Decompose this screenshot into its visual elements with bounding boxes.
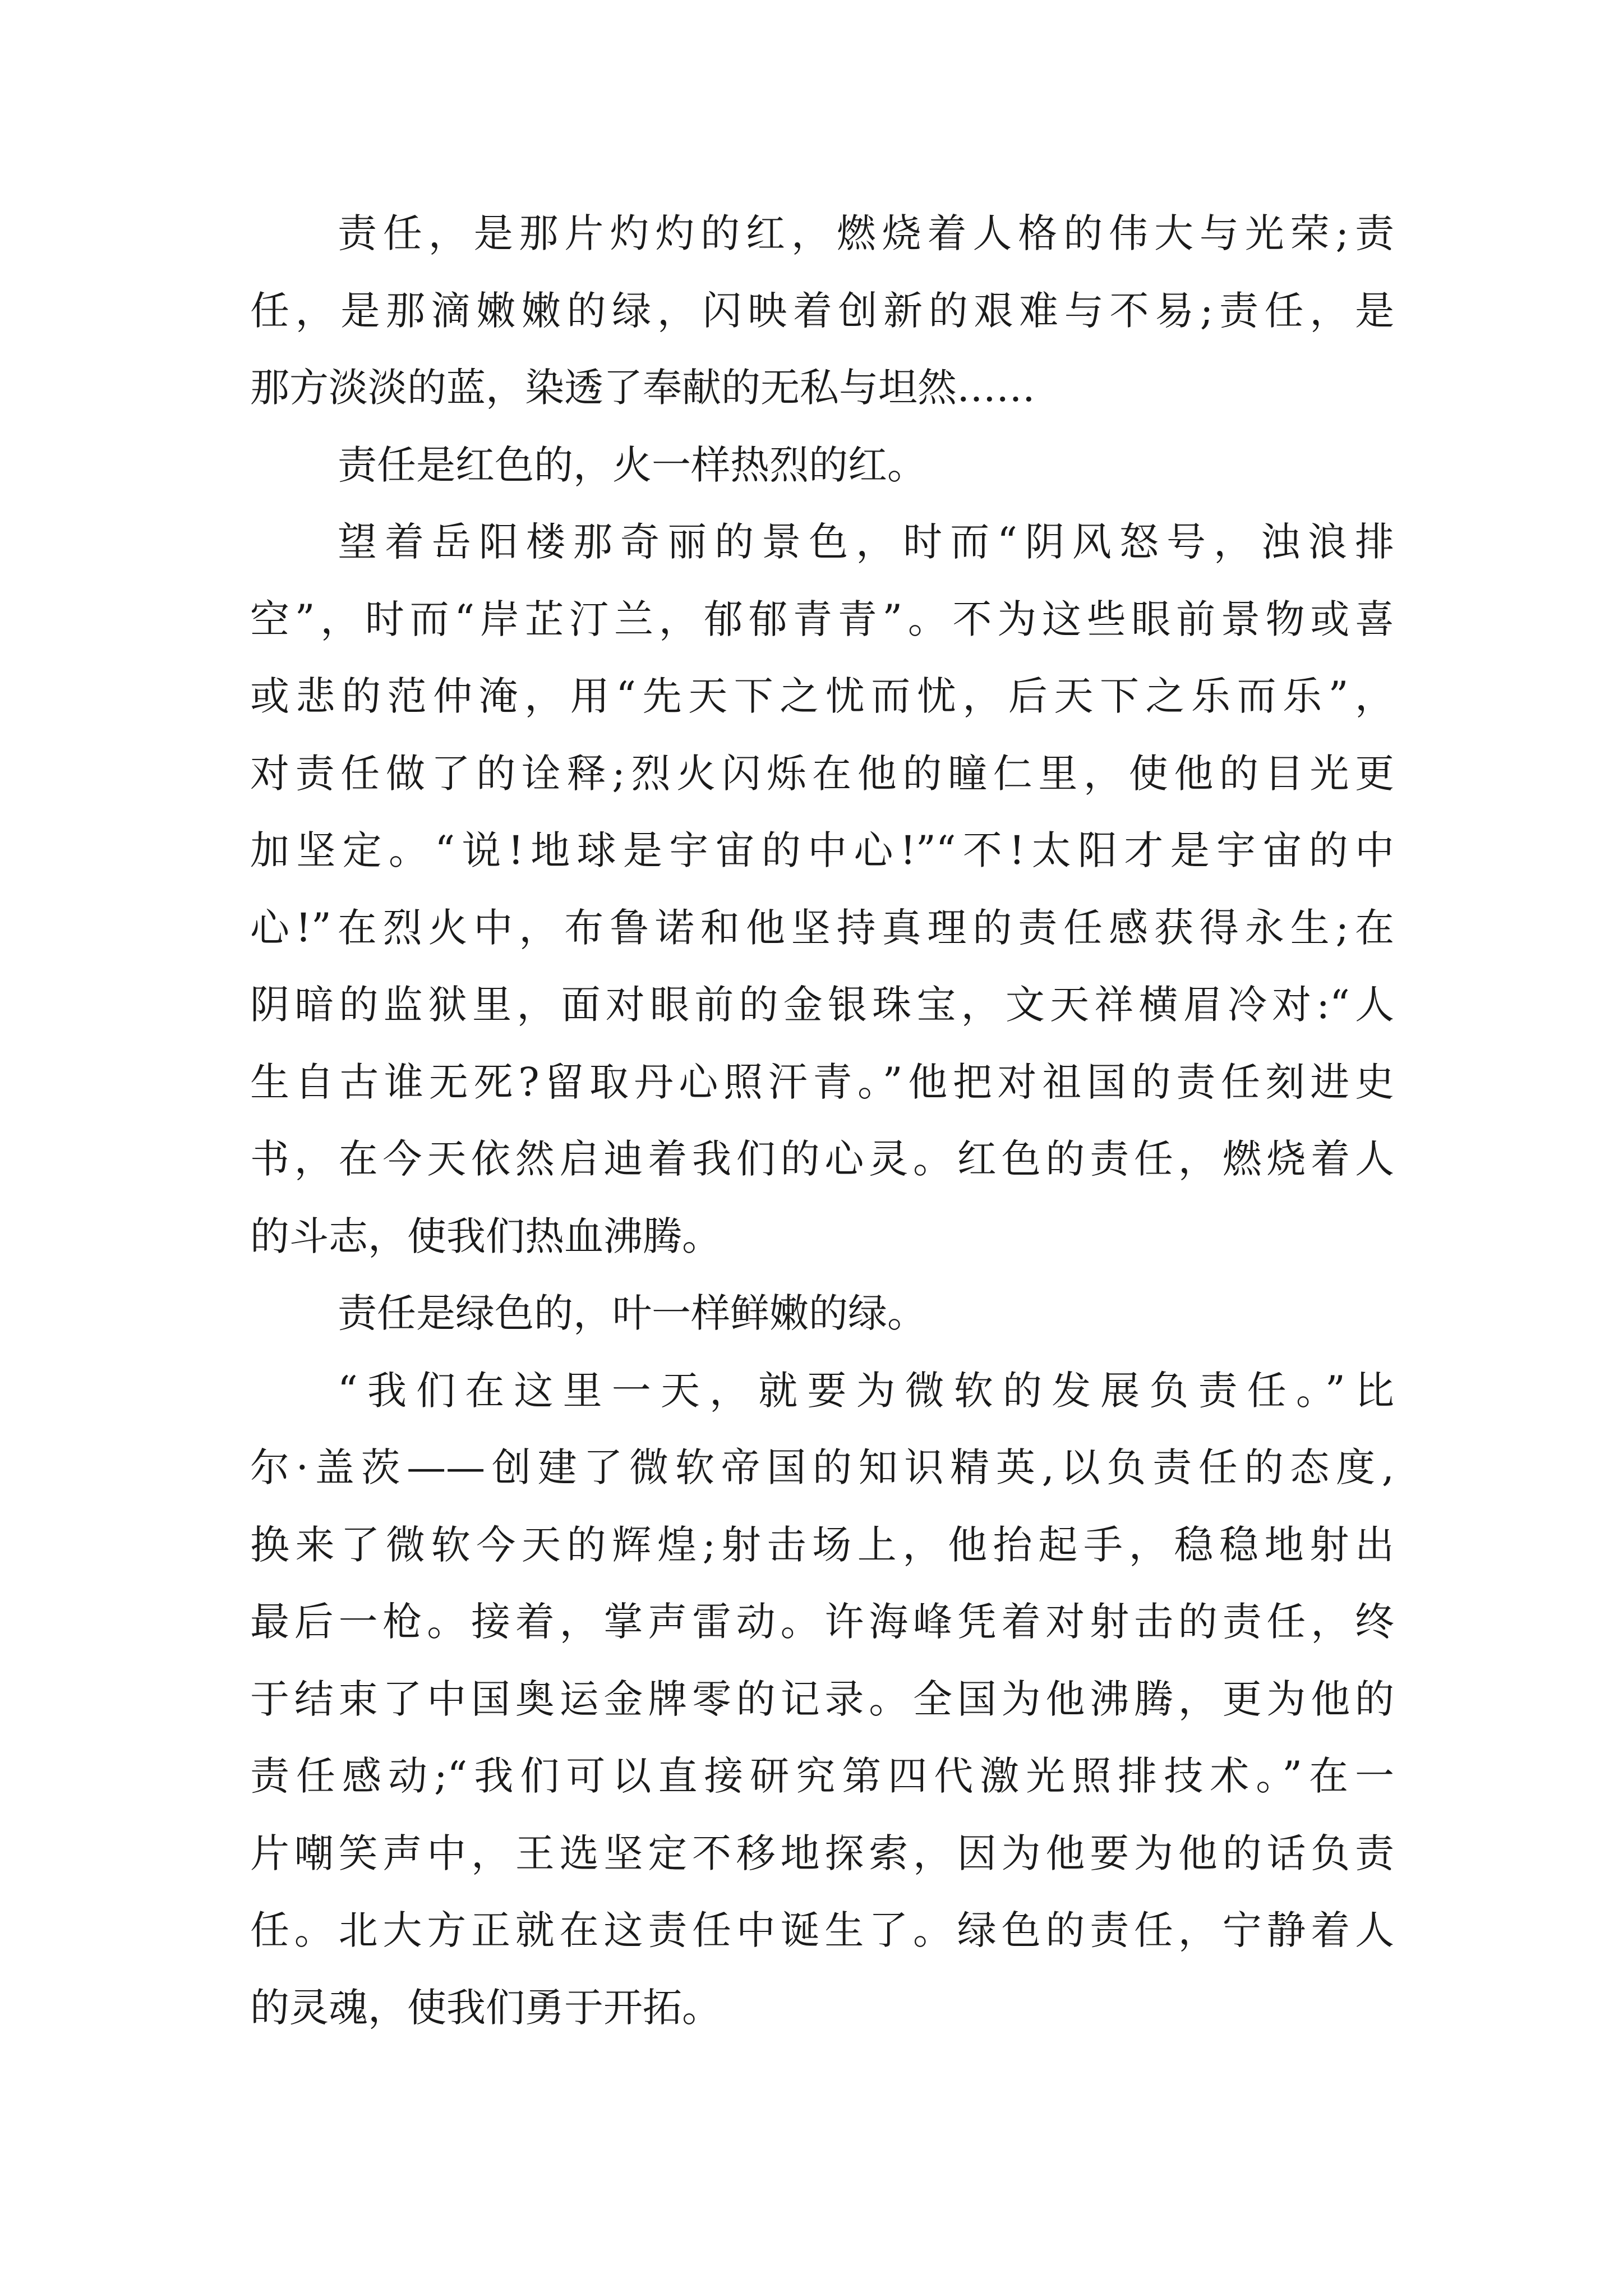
- paragraph-3-line-8: 生自古谁无死?留取丹心照汗青。”他把对祖国的责任刻进史: [250, 1059, 1394, 1105]
- paragraph-3-line-10: 的斗志，使我们热血沸腾。: [250, 1213, 721, 1259]
- paragraph-3-line-6: 心!”在烈火中，布鲁诺和他坚持真理的责任感获得永生;在: [250, 904, 1394, 951]
- essay-body: [250, 195, 1394, 2046]
- paragraph-3-line-5: 加坚定。“说!地球是宇宙的中心!”“不!太阳才是宇宙的中: [250, 827, 1394, 873]
- paragraph-5-line-7: 片嘲笑声中，王选坚定不移地探索，因为他要为他的话负责: [250, 1830, 1394, 1876]
- paragraph-5-line-1: “我们在这里一天，就要为微软的发展负责任。”比: [338, 1367, 1394, 1414]
- paragraph-5-line-5: 于结束了中国奥运金牌零的记录。全国为他沸腾，更为他的: [250, 1676, 1394, 1722]
- paragraph-3-line-7: 阴暗的监狱里，面对眼前的金银珠宝，文天祥横眉冷对:“人: [250, 982, 1394, 1028]
- paragraph-1-line-1: 责任，是那片灼灼的红，燃烧着人格的伟大与光荣;责: [338, 210, 1394, 256]
- paragraph-1-line-2: 任，是那滴嫩嫩的绿，闪映着创新的艰难与不易;责任，是: [250, 287, 1394, 334]
- paragraph-5-line-4: 最后一枪。接着，掌声雷动。许海峰凭着对射击的责任，终: [250, 1599, 1394, 1645]
- paragraph-2-line-1: 责任是红色的，火一样热烈的红。: [338, 441, 926, 488]
- paragraph-3-line-4: 对责任做了的诠释;烈火闪烁在他的瞳仁里，使他的目光更: [250, 750, 1394, 797]
- paragraph-3-line-2: 空”，时而“岸芷汀兰，郁郁青青”。不为这些眼前景物或喜: [250, 596, 1394, 642]
- paragraph-3-line-9: 书，在今天依然启迪着我们的心灵。红色的责任，燃烧着人: [250, 1136, 1394, 1182]
- paragraph-5-line-2: 尔·盖茨——创建了微软帝国的知识精英,以负责任的态度,: [250, 1444, 1394, 1490]
- paragraph-5-line-9: 的灵魂，使我们勇于开拓。: [250, 1984, 721, 2031]
- paragraph-5-line-3: 换来了微软今天的辉煌;射击场上，他抬起手，稳稳地射出: [250, 1521, 1394, 1568]
- paragraph-3-line-1: 望着岳阳楼那奇丽的景色，时而“阴风怒号，浊浪排: [338, 519, 1394, 565]
- paragraph-4-line-1: 责任是绿色的，叶一样鲜嫩的绿。: [338, 1290, 926, 1336]
- paragraph-3-line-3: 或悲的范仲淹，用“先天下之忧而忧，后天下之乐而乐”，: [250, 673, 1394, 719]
- paragraph-5-line-6: 责任感动;“我们可以直接研究第四代激光照排技术。”在一: [250, 1753, 1394, 1799]
- paragraph-1-line-3: 那方淡淡的蓝，染透了奉献的无私与坦然……: [250, 365, 1035, 411]
- paragraph-5-line-8: 任。北大方正就在这责任中诞生了。绿色的责任，宁静着人: [250, 1907, 1394, 1953]
